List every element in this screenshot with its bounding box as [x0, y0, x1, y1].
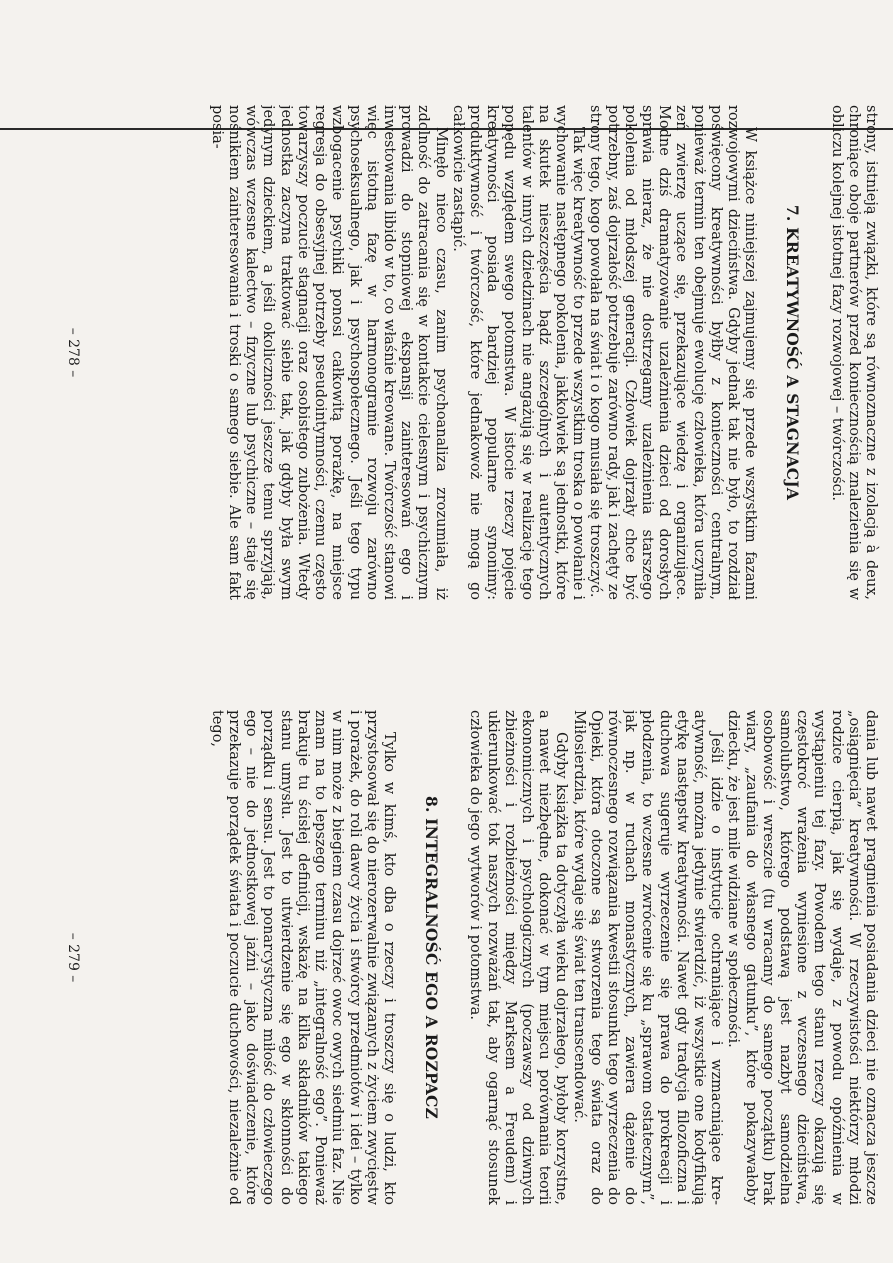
paragraph: Tylko w kimś, kto dba o rzeczy i troszczy się o ludzi, kto przystosował się do nierozerwalnie związanych z życiem zwycięstw i porażek, do roli dawcy życia i stwórcy przedmiotów i idei – tylko w nim może z biegiem czasu dojrzeć owoc owych siedmiu faz. Nie znam na to lepszego terminu niż „integralność ego”. Ponieważ brakuje tu ścisłej definicji, wskażę na kilka składników takiego stanu umysłu. Jest to utwierdzenie się ego w skłonności do porządku i sensu. Jest to ponarcystyczna miłość do człowieczego ego – nie do jednostkowej jaźni – jako doświadczenie, które przekazuje porządek świata i poczucie duchowości, niezależnie od tego, [208, 710, 397, 1205]
page-278-intro: strony, istnieją związki, które są równoznaczne z izolacją à deux, chroniące oboje partnerów przed koniecznością znalezienia się w obliczu kolejnej istotnej fazy rozwojowej – twórczości. [828, 105, 879, 600]
page-279 [0, 710, 893, 1205]
page-278 [0, 105, 893, 600]
paragraph: Minęło nieco czasu, zanim psychoanaliza zrozumiała, iż zdolność do zatracania się w kontakcie cielesnym i psychicznym prowadzi do stopniowej ekspansji zainteresowań ego i inwestowania libido w to, co właśnie kreowane. Twórczość stanowi więc istotną fazę w harmonogramie rozwoju zarówno psychoseksualnego, jak i psychospołecznego. Jeśli tego typu wzbogacenie psychiki ponosi całkowitą porażkę, na miejsce regresja do obsesyjnej potrzeby pseudointymności, czemu często towarzyszy poczucie stagnacji oraz osobistego zubożenia. Wtedy jednostka zaczyna traktować siebie tak, jak gdyby była swym jedynym dzieckiem, a jeśli okoliczności jeszcze temu sprzyjają, wówczas wczesne kalectwo – fizyczne lub psychiczne – staje się nośnikiem zainteresowania i troski o samego siebie. Ale sam fakt posia- [208, 105, 449, 600]
chapter-heading-7: 7. KREATYWNOŚĆ A STAGNACJA [783, 204, 803, 501]
paragraph: Jeśli idzie o instytucje ochraniające i wzmacniające kreatywność, można jedynie stwierdzić, iż wszystkie one kodyfikują etykę następstw kreatywności. Nawet gdy tradycja filozoficzna i duchowa sugeruje wyrzeczenie się prawa do prokreacji i płodzenia, to wczesne zwrócenie się ku „sprawom ostatecznym”, jak np. w ruchach monastycznych, zawiera dążenie do równoczesnego rozwiązania kwestii stosunku tego wyrzeczenia do Opieki, która otoczone są stworzenia tego świata oraz do Miłosierdzia, które wydaje się świat ten transcendować. [570, 710, 725, 1205]
page-279-intro: dania lub nawet pragnienia posiadania dzieci nie oznacza jeszcze „osiągnięcia” kreatywności. W rzeczywistości niektórzy młodzi rodzice cierpią, jak się wydaje, z powodu opóźnienia w wystąpieniu tej fazy. Powodem tego stanu rzeczy okazują się częstokroć wrażenia wyniesione z wczesnego dzieciństwa, samolubstwo, którego podstawą jest nazbyt samodzielna osobowość i wreszcie (tu wracamy do samego początku) brak wiary, „zaufania do własnego gatunku”, które pokazywałoby dziecku, że jest mile widziane w społeczności. [725, 710, 879, 1205]
chapter-heading-8: 8. INTEGRALNOŚĆ EGO A ROZPACZ [422, 795, 442, 1120]
page-number-278: – 278 – [65, 327, 81, 378]
page-number-279: – 279 – [65, 932, 81, 983]
paragraph: W książce niniejszej zajmujemy się przede wszystkim fazami rozwojowymi dzieciństwa. Gdyby jednak tak nie było, to rozdział poświęcony kreatywności byłby z konieczności centralnym, ponieważ termin ten obejmuje ewolucję człowieka, która uczyniła zeń zwierzę uczące się, przekazujące wiedzę i organizujące. Modne dziś dramatyzowanie uzależnienia dzieci od dorosłych sprawia nieraz, że nie dostrzegamy uzależnienia starszego pokolenia od młodszej generacji. Człowiek dojrzały chce być potrzebny, zaś dojrzałość potrzebuje zarówno rady, jak i zachęty ze strony tego, kogo powołała na świat i o kogo musiała się troszczyć. [587, 105, 759, 600]
paragraph: Tak więc kreatywność to przede wszystkim troska o powołanie i wychowanie następnego pokolenia, jakkolwiek są jednostki, które na skutek nieszczęścia bądź szczególnych i autentycznych talentów w innych dziedzinach nie angażują się w realizację tego popędu względem swego potomstwa. W istocie rzeczy pojęcie kreatywności posiada bardziej popularne synonimy: produktywność i twórczość, które jednakowoż nie mogą go całkowicie zastąpić. [449, 105, 587, 600]
paragraph: Gdyby książka ta dotyczyła wieku dojrzałego, byłoby korzystne, a nawet niezbędne, dokonać w tym miejscu porównania teorii ekonomicznych i psychologicznych (poczawszy od dziwnych zbieżności i rozbieżności między Marksem a Freudem) i ukierunkować tok naszych rozważań tak, aby ogarnąć stosunek człowieka do jego wytworów i potomstwa. [467, 710, 570, 1205]
